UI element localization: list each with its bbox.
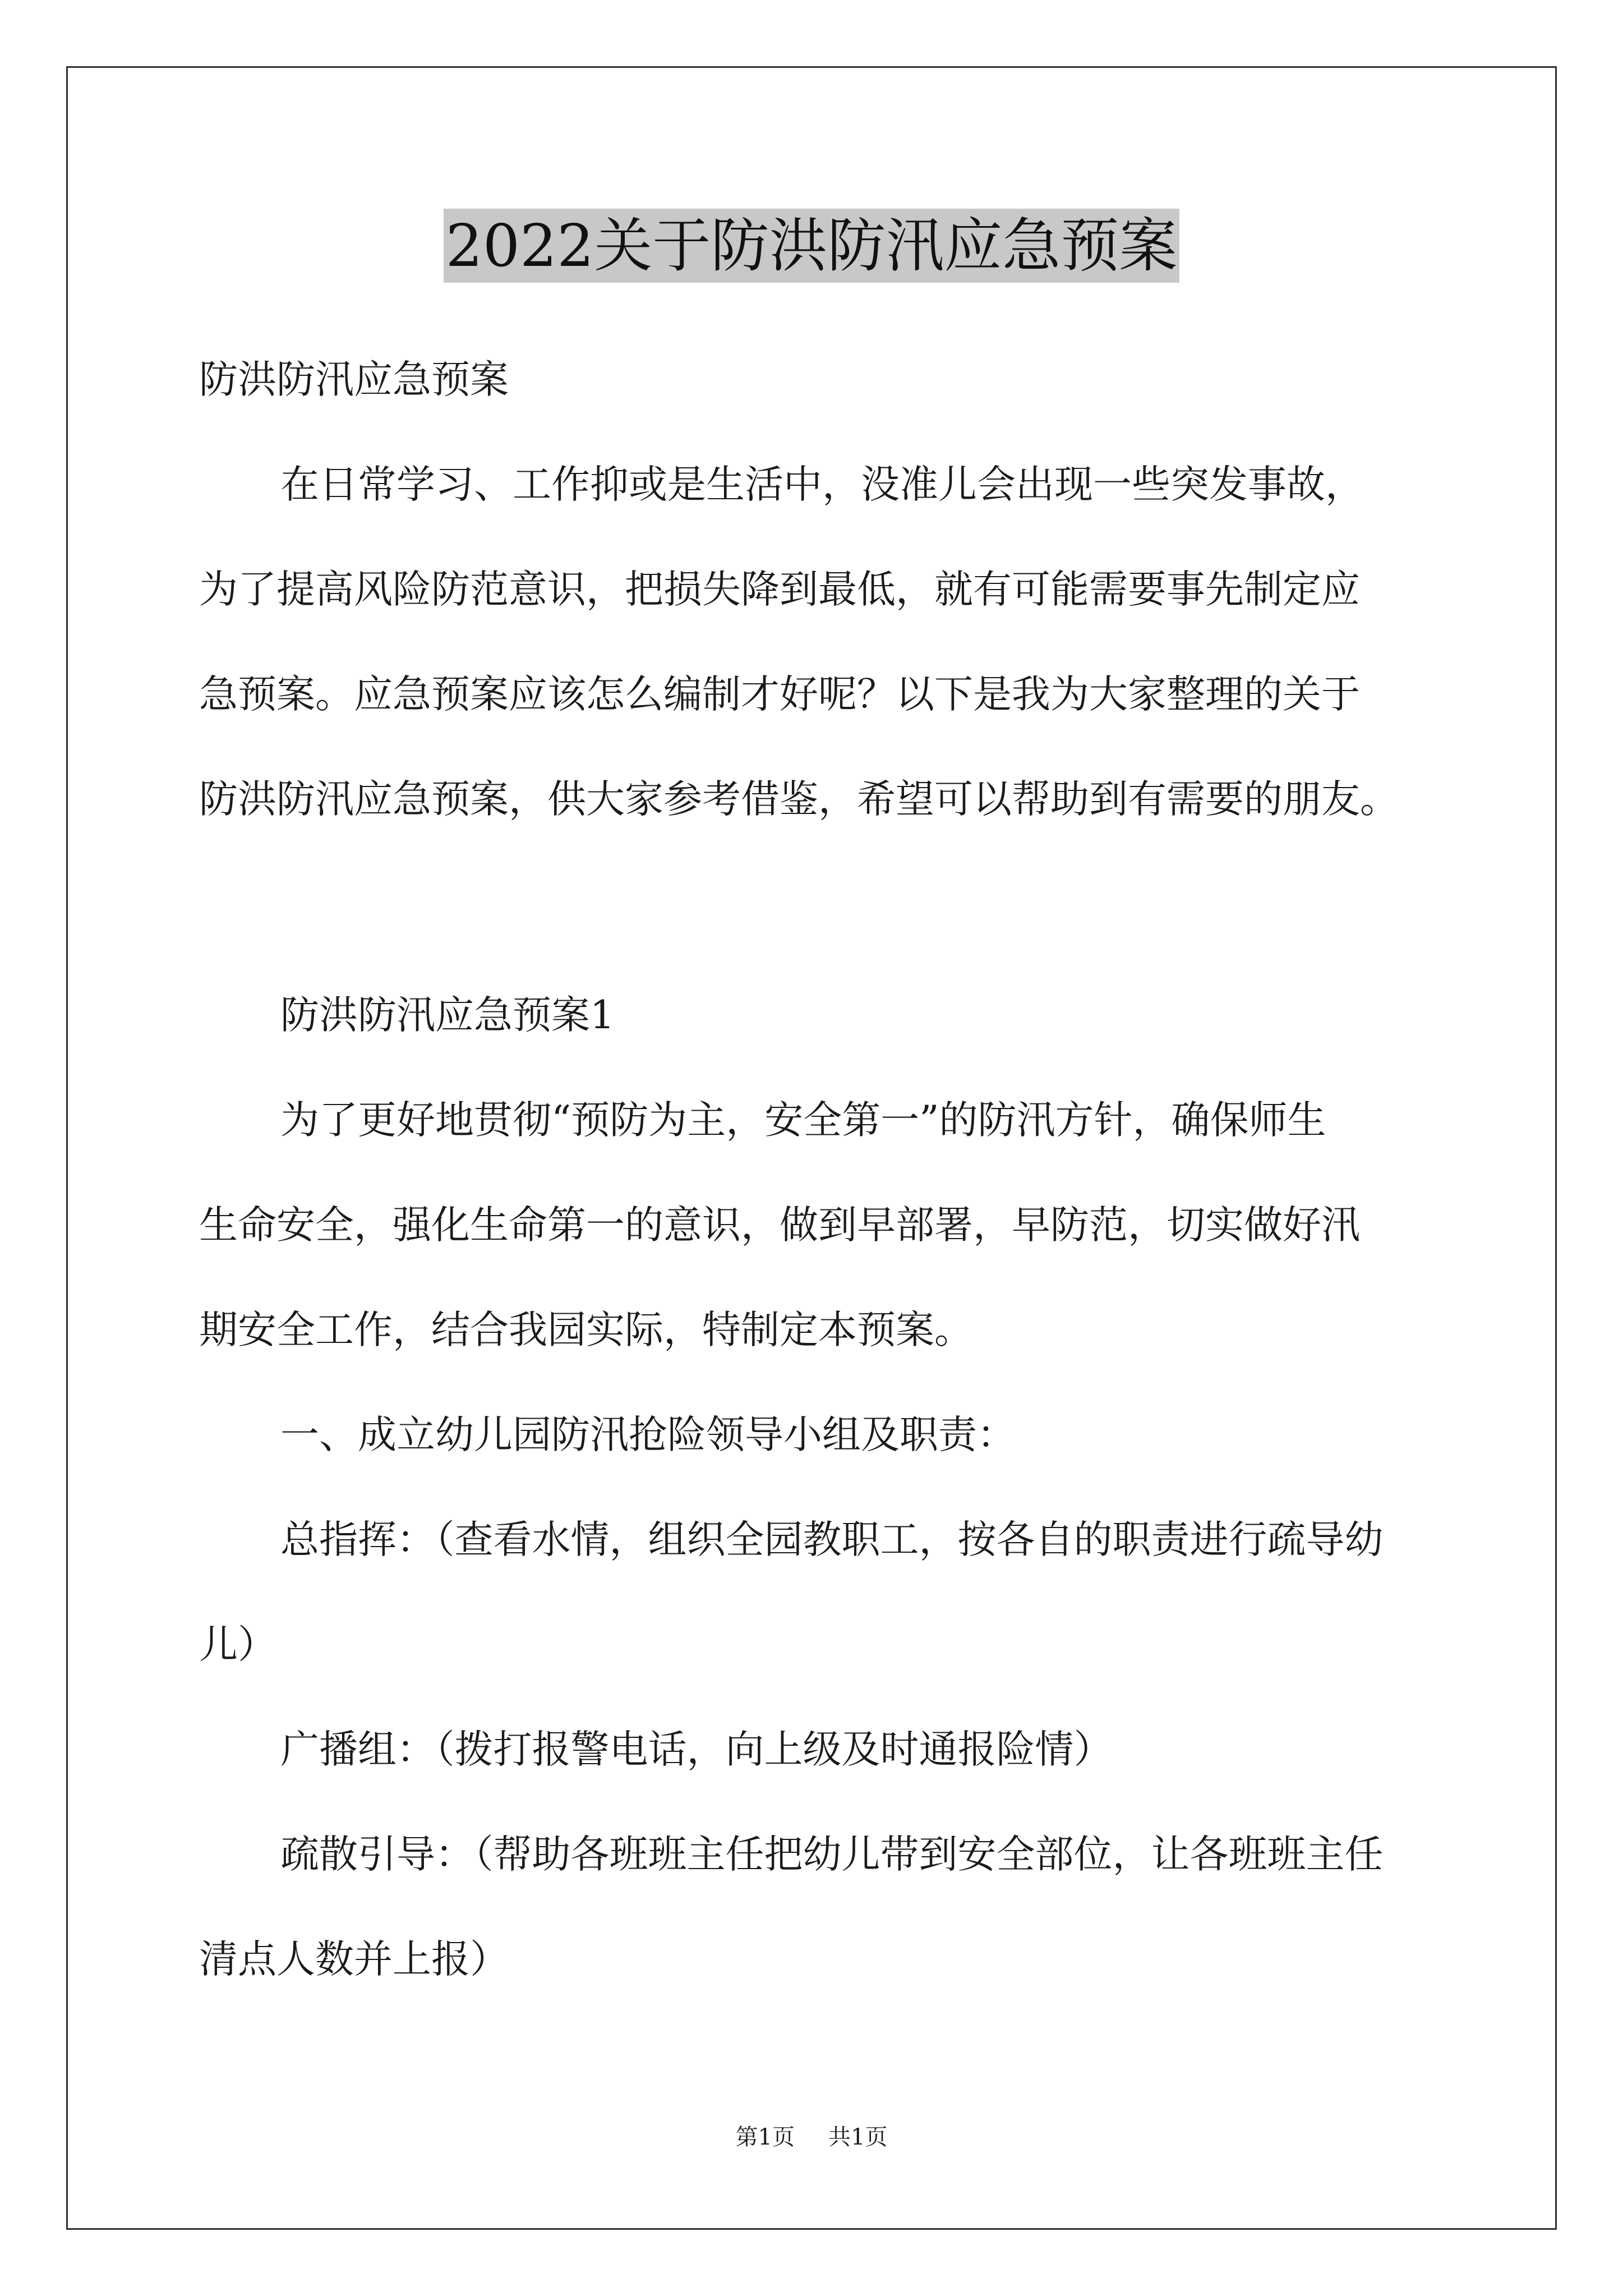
page-footer	[0, 2124, 1623, 2151]
paragraph-line: 期安全工作，结合我园实际，特制定本预案。	[199, 1308, 973, 1352]
paragraph-line: 生命安全，强化生命第一的意识，做到早部署，早防范，切实做好汛	[199, 1203, 1360, 1248]
paragraph-line: 为了提高风险防范意识，把损失降到最低，就有可能需要事先制定应	[199, 567, 1360, 612]
page-number: 第1页	[735, 2124, 795, 2150]
paragraph-line: 清点人数并上报）	[199, 1937, 509, 1982]
paragraph-line: 急预案。应急预案应该怎么编制才好呢？以下是我为大家整理的关于	[199, 672, 1360, 717]
paragraph-line: 为了更好地贯彻“预防为主，安全第一”的防汛方针，确保师生	[280, 1098, 1326, 1143]
title-container	[0, 209, 1623, 283]
paragraph-line: 儿）	[199, 1622, 276, 1667]
paragraph-line: 防洪防汛应急预案，供大家参考借鉴，希望可以帮助到有需要的朋友。	[199, 777, 1399, 822]
paragraph-line: 疏散引导：（帮助各班班主任把幼儿带到安全部位，让各班班主任	[280, 1832, 1384, 1877]
paragraph-line: 广播组：（拨打报警电话，向上级及时通报险情）	[280, 1727, 1113, 1772]
document-title: 2022关于防洪防汛应急预案	[444, 209, 1180, 283]
paragraph-line: 在日常学习、工作抑或是生活中，没准儿会出现一些突发事故，	[280, 462, 1364, 507]
paragraph-line: 总指挥：（查看水情，组织全园教职工，按各自的职责进行疏导幼	[280, 1517, 1384, 1562]
section-heading: 防洪防汛应急预案1	[280, 993, 615, 1038]
page-total: 共1页	[828, 2124, 888, 2150]
subtitle-line: 防洪防汛应急预案	[199, 357, 509, 402]
paragraph-line: 一、成立幼儿园防汛抢险领导小组及职责：	[280, 1412, 1016, 1457]
